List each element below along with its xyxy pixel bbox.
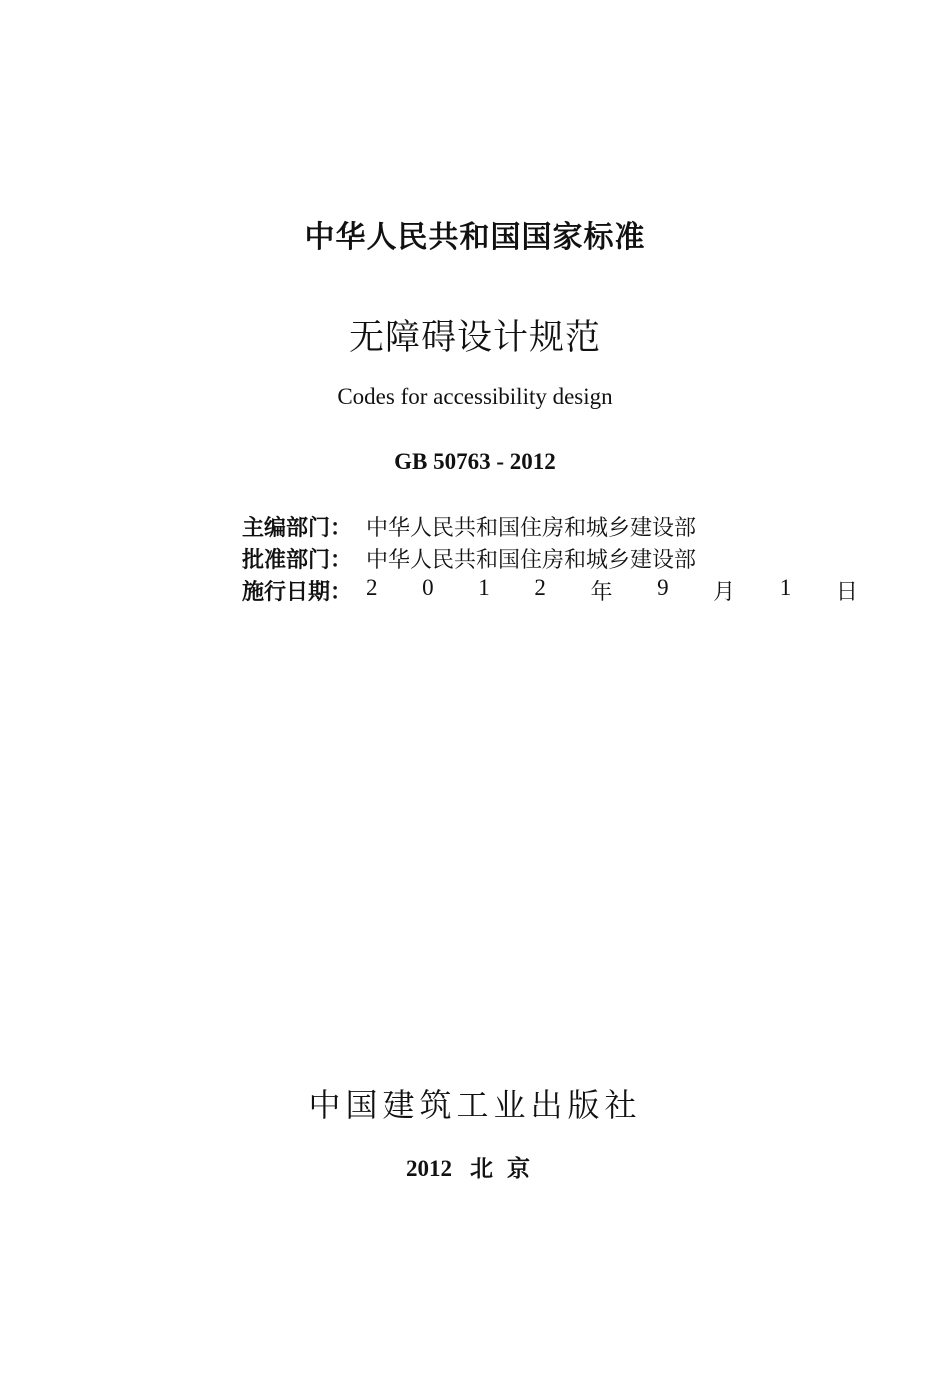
effective-date-label: 施行日期： [242, 579, 353, 605]
editor-row [242, 510, 858, 542]
date-part: 9 [657, 574, 669, 600]
date-part: 1 [779, 574, 792, 600]
title-english: Codes for accessibility design [337, 384, 613, 409]
effective-date-row [242, 574, 858, 606]
standard-code: GB 50763 - 2012 [394, 449, 556, 474]
date-part: 2 [534, 574, 546, 600]
date-part: 2 [366, 574, 378, 600]
approver-label: 批准部门： [242, 547, 353, 573]
date-part: 月 [713, 579, 736, 605]
standard-series: 中华人民共和国国家标准 [304, 220, 646, 255]
title-chinese: 无障碍设计规范 [348, 318, 601, 358]
approver-row [242, 542, 858, 574]
publication-year: 2012 [406, 1156, 452, 1181]
date-part: 0 [422, 574, 434, 600]
metadata-block [242, 510, 858, 606]
date-part: 日 [835, 579, 858, 605]
publisher: 中国建筑工业出版社 [308, 1086, 642, 1124]
date-part: 年 [590, 579, 613, 605]
approver-value: 中华人民共和国住房和城乡建设部 [366, 547, 697, 573]
publication-place [0, 1150, 950, 1183]
effective-date-value [366, 575, 858, 606]
date-part: 1 [478, 574, 490, 600]
publication-city: 北京 [470, 1156, 544, 1182]
editor-value: 中华人民共和国住房和城乡建设部 [366, 515, 697, 541]
editor-label: 主编部门： [242, 515, 353, 541]
